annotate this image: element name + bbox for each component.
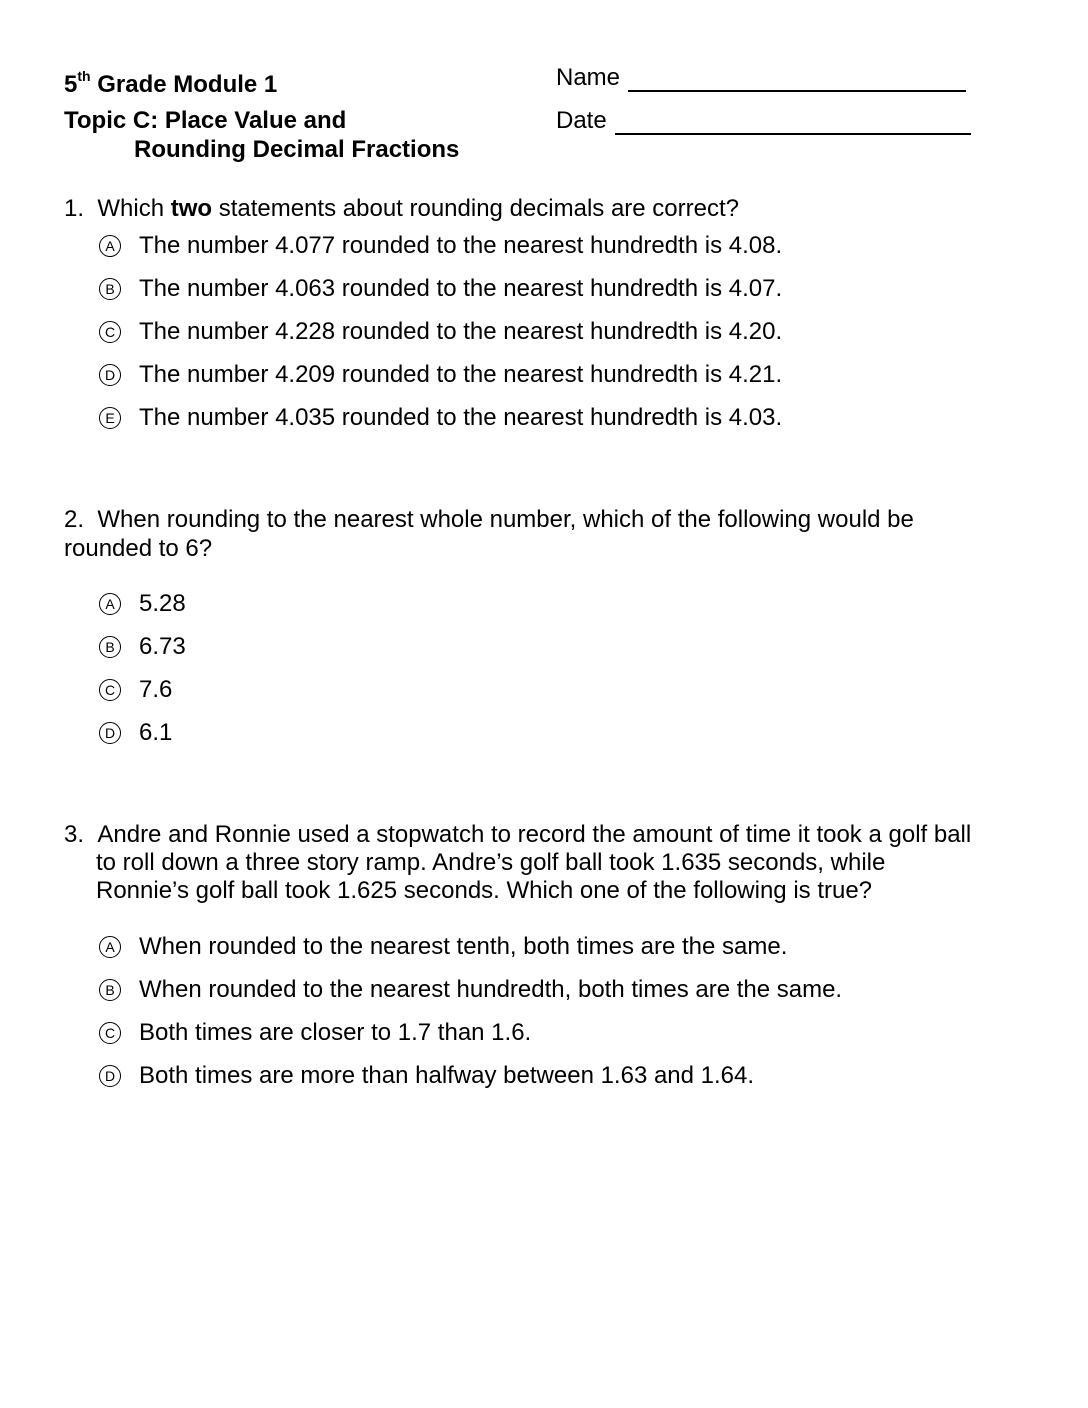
q3-option-c[interactable]: C Both times are closer to 1.7 than 1.6. — [99, 1019, 531, 1047]
topic-title-line1: Topic C: Place Value and — [64, 107, 347, 134]
option-a-bubble[interactable]: A — [99, 936, 121, 958]
q1-option-a[interactable]: A The number 4.077 rounded to the nearest hundredth is 4.08. — [99, 232, 782, 260]
option-d-bubble[interactable]: D — [99, 1065, 121, 1087]
q3-option-a[interactable]: A When rounded to the nearest tenth, both times are the same. — [99, 933, 787, 961]
option-b-bubble[interactable]: B — [99, 979, 121, 1001]
date-input-line[interactable] — [615, 111, 971, 135]
question-1-prompt: 1. Which two statements about rounding decimals are correct? — [64, 195, 739, 222]
option-a-bubble[interactable]: A — [99, 593, 121, 615]
option-b-bubble[interactable]: B — [99, 278, 121, 300]
q2-option-a[interactable]: A 5.28 — [99, 590, 186, 618]
name-field[interactable] — [556, 64, 966, 92]
q3-option-b[interactable]: B When rounded to the nearest hundredth, both times are the same. — [99, 976, 842, 1004]
module-title: 5th Grade Module 1 — [64, 68, 278, 98]
date-label: Date — [556, 107, 607, 134]
option-a-bubble[interactable]: A — [99, 235, 121, 257]
option-b-bubble[interactable]: B — [99, 636, 121, 658]
name-input-line[interactable] — [628, 68, 966, 92]
question-2-prompt-line2: rounded to 6? — [64, 535, 213, 562]
question-2-prompt-line1: 2. When rounding to the nearest whole number, which of the following would be — [64, 506, 914, 533]
date-field[interactable] — [556, 107, 971, 135]
q2-option-d[interactable]: D 6.1 — [99, 719, 172, 747]
question-3-prompt-line3: Ronnie’s golf ball took 1.625 seconds. Which one of the following is true? — [96, 877, 873, 904]
topic-title-line2: Rounding Decimal Fractions — [134, 136, 460, 163]
option-c-bubble[interactable]: C — [99, 321, 121, 343]
emphasis-two: two — [170, 195, 213, 222]
question-3-prompt-line2: to roll down a three story ramp. Andre’s golf ball took 1.635 seconds, while — [96, 849, 886, 876]
q1-option-d[interactable]: D The number 4.209 rounded to the nearest hundredth is 4.21. — [99, 361, 782, 389]
option-d-bubble[interactable]: D — [99, 364, 121, 386]
option-c-bubble[interactable]: C — [99, 1022, 121, 1044]
q1-option-b[interactable]: B The number 4.063 rounded to the nearest hundredth is 4.07. — [99, 275, 782, 303]
name-label: Name — [556, 64, 621, 91]
q1-option-e[interactable]: E The number 4.035 rounded to the nearest hundredth is 4.03. — [99, 404, 782, 432]
option-e-bubble[interactable]: E — [99, 407, 121, 429]
option-c-bubble[interactable]: C — [99, 679, 121, 701]
q1-option-c[interactable]: C The number 4.228 rounded to the nearest hundredth is 4.20. — [99, 318, 782, 346]
question-3-prompt-line1: 3. Andre and Ronnie used a stopwatch to record the amount of time it took a golf ball — [64, 821, 972, 848]
grade-superscript: th — [77, 68, 91, 84]
q2-option-b[interactable]: B 6.73 — [99, 633, 186, 661]
q3-option-d[interactable]: D Both times are more than halfway between 1.63 and 1.64. — [99, 1062, 754, 1090]
q2-option-c[interactable]: C 7.6 — [99, 676, 172, 704]
option-d-bubble[interactable]: D — [99, 722, 121, 744]
